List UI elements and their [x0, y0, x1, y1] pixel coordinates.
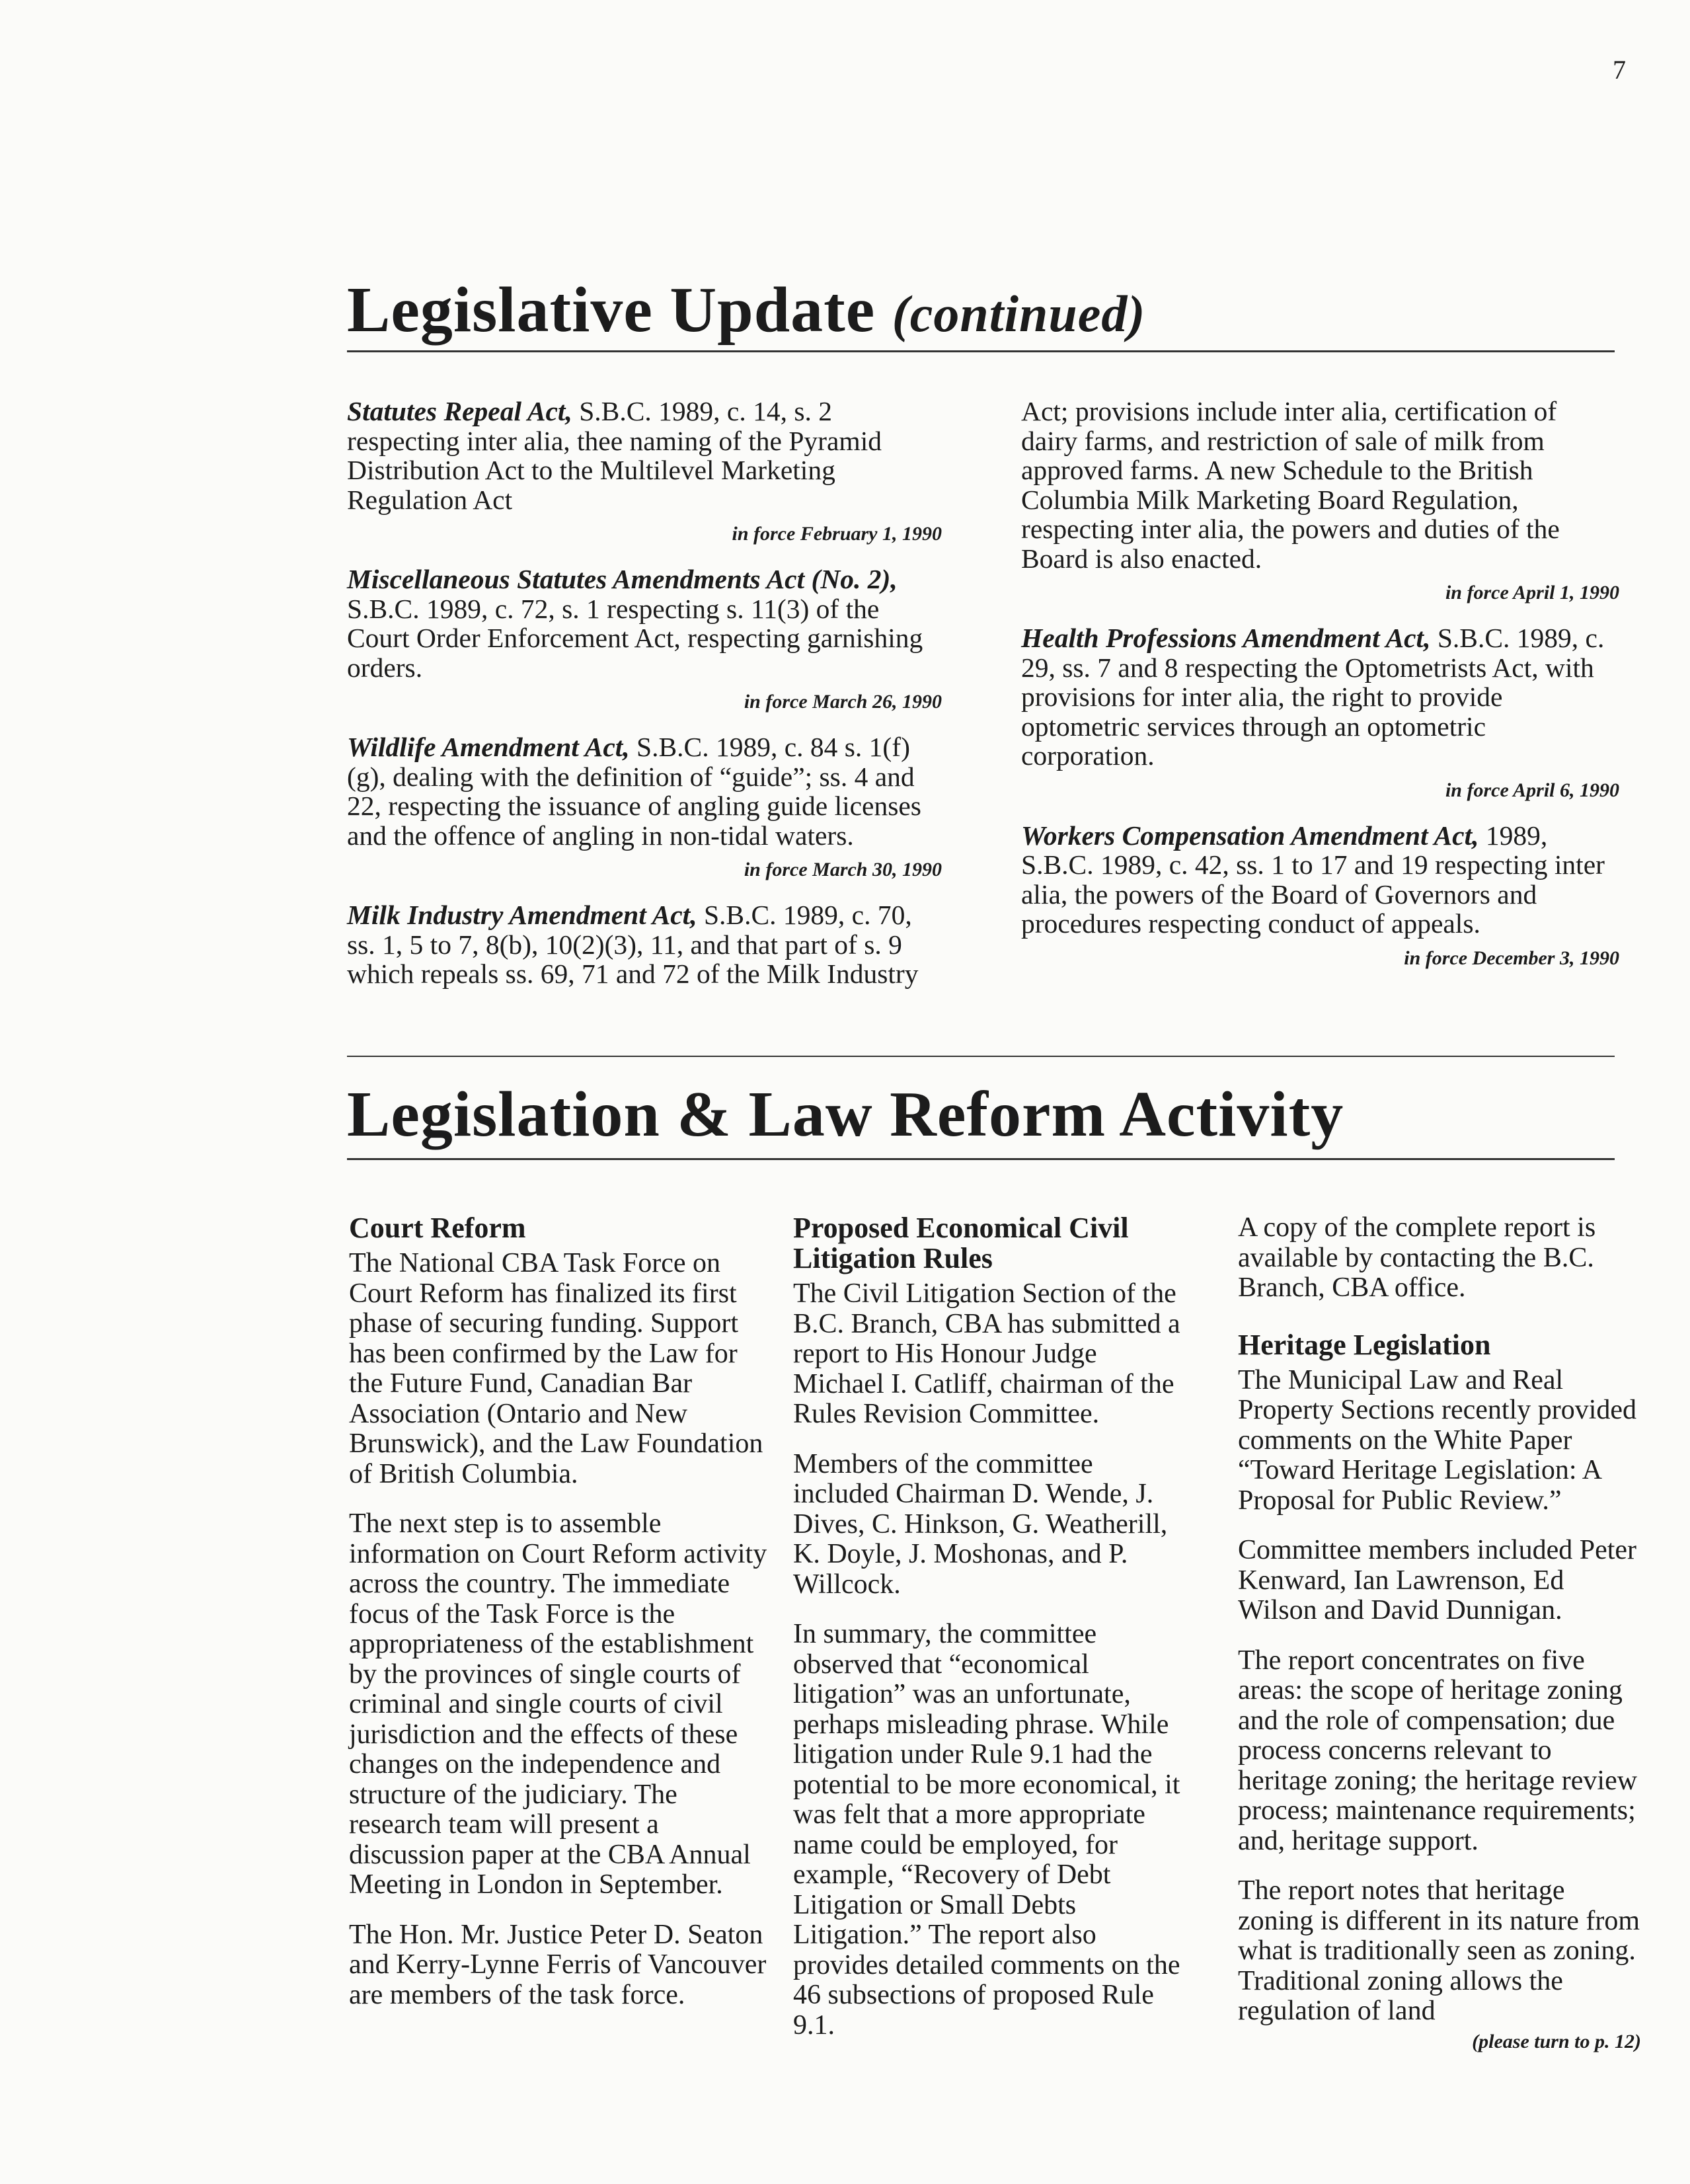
act-description: S.B.C. 1989, c. 84 s. 1(f)(g), dealing with the definition of “guide”; ss. 4 and 22, respecting the issuance of angling guide licenses and the offence of angling in non-tidal waters. [347, 732, 921, 851]
legislation-entry [347, 397, 942, 547]
continued-note: (please turn to p. 12) [1472, 2030, 1641, 2052]
legislation-entry-text [347, 565, 942, 682]
heritage-paragraph: The report concentrates on five areas: the scope of heritage zoning and the role of compensation; due process concerns relevant to heritage zoning; the heritage review process; maintenance requirements; and, heritage support. [1238, 1645, 1638, 1856]
page-number: 7 [1613, 55, 1626, 85]
civil-litigation-paragraph: The Civil Litigation Section of the B.C. Branch, CBA has submitted a report to His Honour Judge Michael I. Catliff, chairman of the Rules Revision Committee. [793, 1278, 1180, 1429]
legislation-entry-text [1021, 623, 1619, 771]
legislation-entry [1021, 821, 1619, 972]
report-copy-paragraph: A copy of the complete report is available by contacting the B.C. Branch, CBA office. [1238, 1212, 1596, 1303]
legislative-update-right-column [1021, 397, 1619, 989]
heading-rule-law-reform [347, 1158, 1615, 1160]
law-reform-heading: Legislation & Law Reform Activity [347, 1079, 1344, 1150]
legislative-update-heading [347, 274, 1146, 346]
in-force-date: in force February 1, 1990 [732, 523, 942, 545]
heritage-title: Heritage Legislation [1238, 1328, 1491, 1361]
legislation-entry [347, 732, 942, 883]
civil-litigation-column [793, 1213, 1183, 2060]
legislation-entry [1021, 397, 1619, 606]
act-title: Health Professions Amendment Act, [1021, 623, 1431, 653]
act-description: S.B.C. 1989, c. 70, ss. 1, 5 to 7, 8(b), 10(2)(3), 11, and that part of s. 9 which repeals ss. 69, 71 and 72 of the Milk Industry [347, 900, 919, 989]
legislation-entry-text [1021, 821, 1619, 939]
in-force-date: in force December 3, 1990 [1404, 947, 1619, 969]
act-title: Milk Industry Amendment Act, [347, 900, 697, 930]
court-reform-paragraph: The Hon. Mr. Justice Peter D. Seaton and Kerry-Lynne Ferris of Vancouver are members of the task force. [349, 1919, 767, 2010]
in-force-date: in force April 6, 1990 [1445, 779, 1619, 801]
civil-litigation-paragraph: In summary, the committee observed that “economical litigation” was an unfortunate, perhaps misleading phrase. While litigation under Rule 9.1 had the potential to be more economical, it was felt that a more appropriate name could be employed, for example, “Recovery of Debt Litigation or Small Debts Litigation.” The report also provides detailed comments on the 46 subsections of proposed Rule 9.1. [793, 1619, 1180, 2041]
court-reform-column [349, 1213, 772, 2030]
civil-litigation-title: Proposed Economical Civil Litigation Rules [793, 1212, 1129, 1274]
act-description: 1989, S.B.C. 1989, c. 42, ss. 1 to 17 and 19 respecting inter alia, the powers of the Board of Governors and procedures respecting conduct of appeals. [1021, 820, 1605, 939]
court-reform-title: Court Reform [349, 1212, 526, 1244]
legislation-entry [347, 565, 942, 715]
legislation-entry-text [347, 397, 942, 514]
civil-litigation-paragraph: Members of the committee included Chairman D. Wende, J. Dives, C. Hinkson, G. Weatherill, K. Doyle, J. Moshonas, and P. Willcock. [793, 1448, 1168, 1600]
act-title: Workers Compensation Amendment Act, [1021, 820, 1479, 851]
in-force-date: in force March 26, 1990 [744, 691, 942, 713]
court-reform-paragraph: The next step is to assemble information on Court Reform activity across the country. The immediate focus of the Task Force is the appropriateness of the establishment by the provinces of single courts of criminal and single courts of civil jurisdiction and the effects of these changes on the independence and structure of the judiciary. The research team will present a discussion paper at the CBA Annual Meeting in London in September. [349, 1508, 767, 1900]
legislative-update-left-column [347, 397, 942, 1006]
act-description: S.B.C. 1989, c. 29, ss. 7 and 8 respecting the Optometrists Act, with provisions for inter alia, the right to provide optometric services through an optometric corporation. [1021, 623, 1605, 771]
act-title: Miscellaneous Statutes Amendments Act (No. 2), [347, 564, 898, 594]
act-description: S.B.C. 1989, c. 14, s. 2 respecting inter alia, thee naming of the Pyramid Distribution Act to the Multilevel Marketing Regulation Act [347, 396, 882, 515]
act-title: Wildlife Amendment Act, [347, 732, 630, 762]
heritage-paragraph: Committee members included Peter Kenward, Ian Lawrenson, Ed Wilson and David Dunnigan. [1238, 1535, 1637, 1625]
act-description: Act; provisions include inter alia, certification of dairy farms, and restriction of sale of milk from approved farms. A new Schedule to the British Columbia Milk Marketing Board Regulation, respecting inter alia, the powers and duties of the Board is also enacted. [1021, 396, 1560, 574]
legislation-entry-text [1021, 397, 1619, 573]
legislation-entry [347, 900, 942, 989]
in-force-date: in force April 1, 1990 [1445, 582, 1619, 604]
act-title: Statutes Repeal Act, [347, 396, 572, 426]
legislation-entry-text [347, 732, 942, 850]
act-description: S.B.C. 1989, c. 72, s. 1 respecting s. 11(3) of the Court Order Enforcement Act, respecting garnishing orders. [347, 593, 923, 683]
legislative-update-title: Legislative Update [347, 274, 876, 346]
legislation-entry-text [347, 900, 942, 989]
heritage-paragraph: The Municipal Law and Real Property Sections recently provided comments on the White Paper “Toward Heritage Legislation: A Proposal for Public Review.” [1238, 1364, 1637, 1516]
in-force-date: in force March 30, 1990 [744, 859, 942, 880]
heading-rule-top [347, 350, 1615, 352]
heritage-column [1238, 1213, 1641, 2056]
heritage-paragraph: The report notes that heritage zoning is different in its nature from what is traditionally seen as zoning. Traditional zoning allows the regulation of land [1238, 1875, 1640, 2026]
court-reform-paragraph: The National CBA Task Force on Court Reform has finalized its first phase of securing funding. Support has been confirmed by the Law for the Future Fund, Canadian Bar Association (Ontario and New Brunswick), and the Law Foundation of British Columbia. [349, 1248, 763, 1489]
section-divider-rule [347, 1056, 1615, 1057]
legislation-entry [1021, 623, 1619, 804]
continued-label: (continued) [892, 285, 1146, 342]
